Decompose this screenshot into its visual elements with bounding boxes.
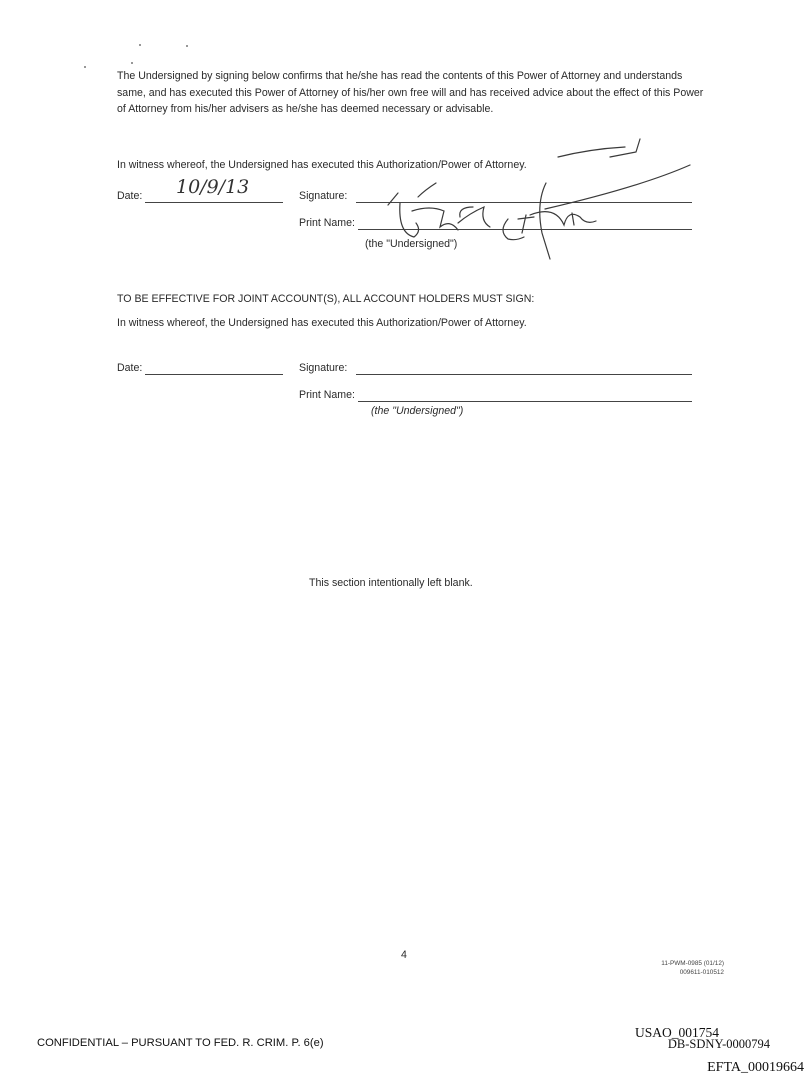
form-code: 11-PWM-0985 (01/12) xyxy=(661,960,724,967)
undersigned-note: (the "Undersigned") xyxy=(365,238,458,250)
print-name-label: Print Name: xyxy=(299,217,355,229)
bates-usao: USAO_001754 xyxy=(634,1025,719,1040)
joint-accounts-heading: TO BE EFFECTIVE FOR JOINT ACCOUNT(S), ALL ACCOUNT HOLDERS MUST SIGN: xyxy=(117,293,535,305)
scan-speck xyxy=(131,62,133,64)
date-label-2: Date: xyxy=(117,362,143,374)
print-name-label-2: Print Name: xyxy=(299,389,355,401)
confirmation-paragraph: The Undersigned by signing below confirms that he/she has read the contents of this Power of Attorney and understands same, and has executed this Power of Attorney of his/her own free will and has received advice about the effect of this Power of Attorney from his/her advisers as he/she has deemed necessary or advisable. xyxy=(117,70,704,116)
scan-speck xyxy=(186,45,188,47)
date-line xyxy=(145,202,283,203)
page-number: 4 xyxy=(401,949,407,961)
undersigned-note-2: (the "Undersigned") xyxy=(371,405,464,417)
joint-witness-statement: In witness whereof, the Undersigned has executed this Authorization/Power of Attorney. xyxy=(117,317,527,329)
bates-db-sdny: DB-SDNY-0000794 xyxy=(667,1037,770,1051)
form-code-secondary: 009611-010512 xyxy=(679,969,724,976)
blank-section-note: This section intentionally left blank. xyxy=(309,577,473,589)
signature-line-2 xyxy=(356,374,692,375)
date-label: Date: xyxy=(117,190,143,202)
date-line-2 xyxy=(145,374,283,375)
print-name-line-2 xyxy=(358,401,692,402)
confidential-footer: CONFIDENTIAL – PURSUANT TO FED. R. CRIM. P. 6(e) xyxy=(37,1037,324,1049)
scan-speck xyxy=(139,44,141,46)
handwritten-date: 10/9/13 xyxy=(176,176,250,198)
bates-efta: EFTA_00019664 xyxy=(707,1060,804,1075)
signature-label-2: Signature: xyxy=(299,362,348,374)
handwritten-signature xyxy=(340,135,720,270)
signature-label: Signature: xyxy=(299,190,348,202)
scan-speck xyxy=(84,66,86,68)
witness-statement: In witness whereof, the Undersigned has executed this Authorization/Power of Attorney. xyxy=(117,159,527,171)
